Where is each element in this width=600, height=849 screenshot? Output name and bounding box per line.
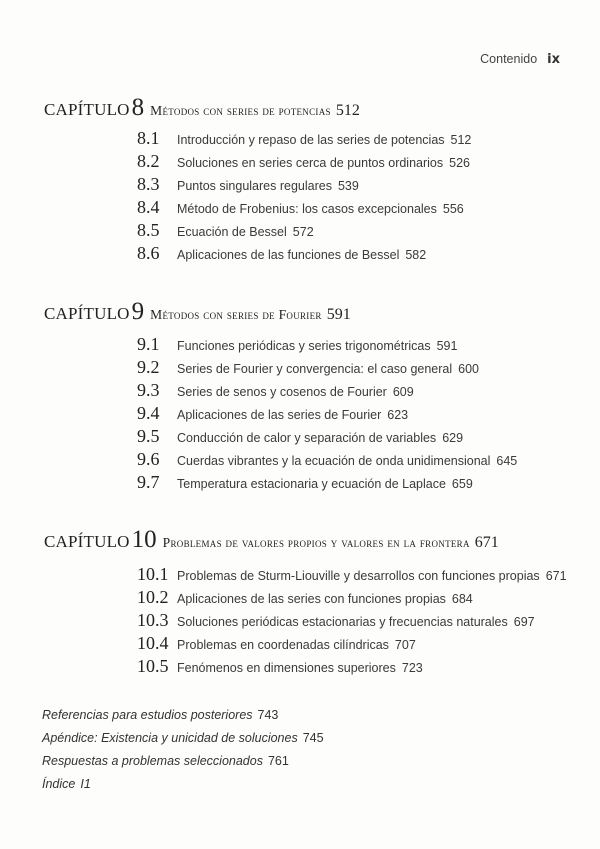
section-page: 659 — [451, 477, 473, 491]
section-title: Temperatura estacionaria y ecuación de Laplace — [177, 477, 446, 491]
section-number: 8.5 — [137, 220, 160, 240]
back-matter-title: Referencias para estudios posteriores — [42, 708, 253, 722]
section-number: 8.1 — [137, 128, 160, 148]
section-title: Introducción y repaso de las series de potencias — [177, 133, 445, 147]
chapter-title: Métodos con series de potencias — [150, 103, 331, 118]
section-title: Aplicaciones de las series de Fourier — [177, 408, 382, 422]
section-title: Series de Fourier y convergencia: el caso general — [177, 362, 453, 376]
section-page: 600 — [458, 362, 480, 376]
section-title: Aplicaciones de las funciones de Bessel — [177, 248, 400, 262]
section-number: 10.2 — [137, 587, 169, 607]
toc-section-8-1 — [137, 128, 471, 150]
page-number: ix — [547, 52, 560, 67]
chapter-page: 591 — [326, 306, 351, 323]
chapter-label: CAPÍTULO — [44, 304, 130, 323]
section-title: Problemas de Sturm-Liouville y desarrollos con funciones propias — [177, 569, 540, 583]
chapter-label: CAPÍTULO — [44, 100, 130, 119]
toc-section-9-2 — [137, 357, 479, 379]
section-number: 10.3 — [137, 610, 169, 630]
chapter-number: 10 — [131, 526, 157, 553]
back-matter-page: 761 — [267, 754, 289, 768]
section-title: Fenómenos en dimensiones superiores — [177, 661, 396, 675]
running-head — [480, 52, 560, 67]
section-number: 9.5 — [137, 426, 160, 446]
chapter-page: 671 — [474, 534, 499, 551]
toc-section-9-6 — [137, 449, 517, 471]
back-matter-title: Respuestas a problemas seleccionados — [42, 754, 263, 768]
section-page: 609 — [392, 385, 414, 399]
toc-section-10-5 — [137, 656, 423, 678]
section-page: 684 — [451, 592, 473, 606]
chapter-page: 512 — [335, 102, 360, 119]
running-head-label: Contenido — [480, 52, 538, 66]
back-matter-title: Apéndice: Existencia y unicidad de soluciones — [42, 731, 298, 745]
section-title: Problemas en coordenadas cilíndricas — [177, 638, 389, 652]
section-page: 539 — [337, 179, 359, 193]
section-title: Método de Frobenius: los casos excepcionales — [177, 202, 437, 216]
section-number: 9.7 — [137, 472, 160, 492]
chapter-number: 8 — [131, 94, 145, 121]
section-title: Funciones periódicas y series trigonométricas — [177, 339, 431, 353]
section-page: 526 — [449, 156, 470, 170]
section-title: Cuerdas vibrantes y la ecuación de onda unidimensional — [177, 454, 491, 468]
section-number: 9.3 — [137, 380, 160, 400]
section-number: 8.2 — [137, 151, 160, 171]
section-page: 582 — [405, 248, 427, 262]
section-number: 10.5 — [137, 656, 169, 676]
back-matter-page: 745 — [302, 731, 324, 745]
section-page: 671 — [545, 569, 567, 583]
chapter-heading-8 — [44, 94, 360, 122]
section-page: 697 — [513, 615, 535, 629]
back-matter-page: 743 — [257, 708, 279, 722]
section-number: 10.1 — [137, 564, 169, 584]
section-number: 8.3 — [137, 174, 160, 194]
section-number: 10.4 — [137, 633, 169, 653]
chapter-label: CAPÍTULO — [44, 532, 130, 551]
section-page: 556 — [442, 202, 464, 216]
chapter-title: Problemas de valores propios y valores en la frontera — [162, 535, 470, 550]
toc-section-10-4 — [137, 633, 416, 655]
section-page: 572 — [292, 225, 314, 239]
section-number: 9.2 — [137, 357, 160, 377]
section-number: 8.4 — [137, 197, 160, 217]
section-page: 623 — [387, 408, 409, 422]
back-matter-page: I1 — [80, 777, 91, 791]
toc-section-10-2 — [137, 587, 473, 609]
toc-section-8-6 — [137, 243, 426, 265]
chapter-title: Métodos con series de Fourier — [150, 307, 322, 322]
toc-section-10-3 — [137, 610, 535, 632]
back-matter-title: Índice — [42, 777, 76, 791]
toc-section-8-3 — [137, 174, 359, 196]
section-title: Soluciones periódicas estacionarias y frecuencias naturales — [177, 615, 508, 629]
section-page: 707 — [394, 638, 416, 652]
back-matter-appendix — [42, 731, 324, 745]
section-title: Aplicaciones de las series con funciones propias — [177, 592, 446, 606]
section-number: 9.4 — [137, 403, 160, 423]
back-matter-references — [42, 708, 278, 722]
back-matter-answers — [42, 754, 289, 768]
section-title: Puntos singulares regulares — [177, 179, 332, 193]
section-number: 9.1 — [137, 334, 160, 354]
toc-section-8-4 — [137, 197, 464, 219]
toc-section-9-3 — [137, 380, 414, 402]
section-title: Conducción de calor y separación de variables — [177, 431, 437, 445]
section-title: Soluciones en series cerca de puntos ordinarios — [177, 156, 444, 170]
section-number: 9.6 — [137, 449, 160, 469]
toc-section-9-5 — [137, 426, 463, 448]
section-page: 645 — [496, 454, 518, 468]
toc-section-10-1 — [137, 564, 567, 586]
section-title: Series de senos y cosenos de Fourier — [177, 385, 387, 399]
chapter-number: 9 — [131, 298, 145, 325]
chapter-heading-10 — [44, 526, 499, 554]
back-matter-index — [42, 777, 91, 791]
toc-section-9-1 — [137, 334, 457, 356]
toc-section-9-7 — [137, 472, 473, 494]
section-title: Ecuación de Bessel — [177, 225, 287, 239]
section-page: 591 — [436, 339, 458, 353]
section-page: 512 — [450, 133, 472, 147]
toc-section-8-5 — [137, 220, 314, 242]
toc-section-9-4 — [137, 403, 408, 425]
section-page: 629 — [442, 431, 464, 445]
section-number: 8.6 — [137, 243, 160, 263]
chapter-heading-9 — [44, 298, 351, 326]
section-page: 723 — [401, 661, 423, 675]
toc-section-8-2 — [137, 151, 470, 173]
